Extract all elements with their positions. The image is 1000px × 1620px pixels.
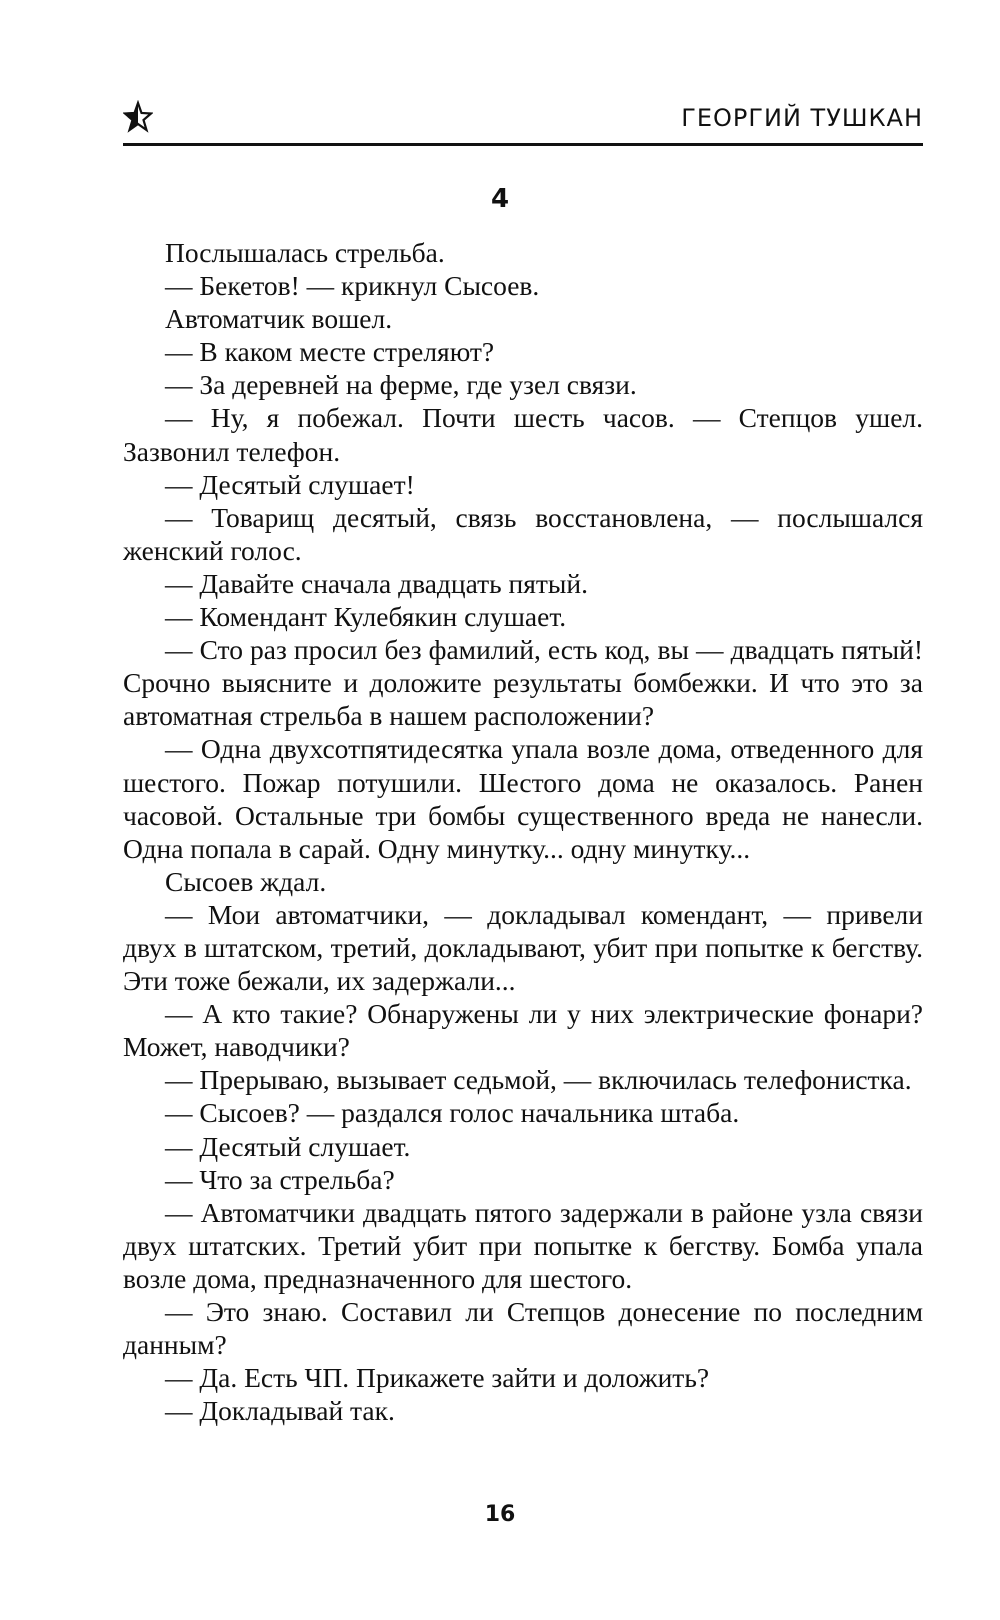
paragraph: — Мои автоматчики, — докладывал комендант, — привели двух в штатском, третий, докладывают, убит при попытке к бегству. Эти тоже бежали, их задержали... bbox=[123, 898, 923, 997]
paragraph: — За деревней на ферме, где узел связи. bbox=[165, 369, 637, 401]
paragraph: — Сысоев? — раздался голос начальника штаба. bbox=[165, 1097, 740, 1129]
paragraph: — Давайте сначала двадцать пятый. bbox=[165, 567, 589, 599]
paragraph: — А кто такие? Обнаружены ли у них электрические фонари? Может, наводчики? bbox=[123, 998, 923, 1063]
header-rule bbox=[123, 143, 923, 146]
paragraph: — Это знаю. Составил ли Степцов донесение по последним данным? bbox=[123, 1296, 923, 1361]
paragraph: — Бекетов! — крикнул Сысоев. bbox=[165, 270, 540, 302]
paragraph: Автоматчик вошел. bbox=[165, 303, 393, 335]
paragraph: — Десятый слушает! bbox=[165, 468, 415, 500]
paragraph: Сысоев ждал. bbox=[165, 865, 327, 897]
page-number: 16 bbox=[484, 1502, 516, 1527]
paragraph: — Докладывай так. bbox=[165, 1395, 395, 1427]
paragraph: — Десятый слушает. bbox=[165, 1130, 411, 1162]
paragraph: — Автоматчики двадцать пятого задержали в районе узла связи двух штатских. Третий убит при попытке к бегству. Бомба упала возле дома, предназначенного для шестого. bbox=[123, 1196, 923, 1294]
paragraph: — Товарищ десятый, связь восстановлена, — послышался женский голос. bbox=[123, 501, 923, 566]
paragraph: — В каком месте стреляют? bbox=[165, 336, 495, 368]
paragraph: — Одна двухсотпятидесятка упала возле дома, отведенного для шестого. Пожар потушили. Шестого дома не оказалось. Ранен часовой. Остальные три бомбы существенного вреда не нанесли. Одна попала в сарай. Одну минутку... одну минутку... bbox=[123, 733, 923, 864]
running-header bbox=[123, 100, 923, 146]
paragraph: Послышалась стрельба. bbox=[165, 237, 445, 268]
chapter-number: 4 bbox=[490, 184, 510, 214]
author-name: ГЕОРГИЙ ТУШКАН bbox=[681, 104, 923, 132]
paragraph: — Что за стрельба? bbox=[165, 1163, 395, 1195]
star-icon bbox=[123, 100, 153, 134]
paragraph: — Комендант Кулебякин слушает. bbox=[165, 601, 567, 633]
paragraph: — Прерываю, вызывает седьмой, — включилась телефонистка. bbox=[165, 1064, 912, 1096]
body-text bbox=[123, 236, 923, 1427]
paragraph: — Да. Есть ЧП. Прикажете зайти и доложить? bbox=[165, 1362, 710, 1394]
paragraph: — Сто раз просил без фамилий, есть код, вы — двадцать пятый! Срочно выясните и доложите результаты бомбежки. И что это за автоматная стрельба в нашем расположении? bbox=[123, 634, 923, 732]
paragraph: — Ну, я побежал. Почти шесть часов. — Степцов ушел. Зазвонил телефон. bbox=[123, 402, 923, 467]
